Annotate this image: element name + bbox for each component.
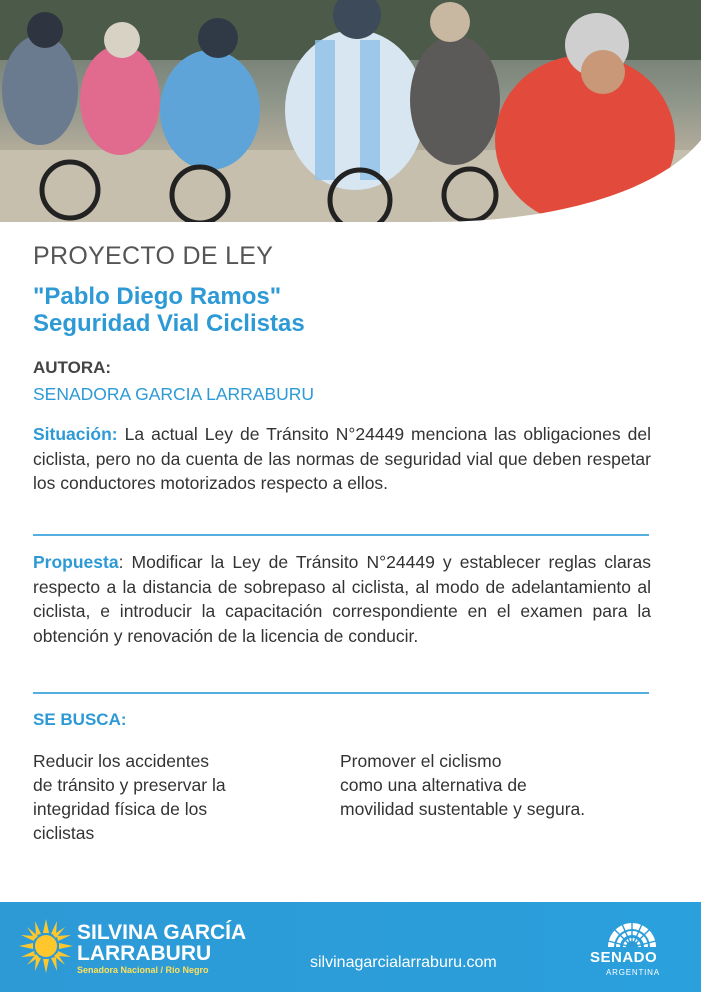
- senado-sublabel: ARGENTINA: [606, 968, 660, 977]
- propuesta-text: : Modificar la Ley de Tránsito N°24449 y establecer reglas claras respecto a la distancia de sobrepaso al ciclista, al modo de adelantamiento al ciclista, e introducir la capacitación correspondiente en el examen para la obtención y renovación de la licencia de conducir.: [33, 552, 651, 646]
- senado-dome-icon: [604, 919, 660, 947]
- divider: [33, 692, 649, 694]
- se-busca-label: SE BUSCA:: [33, 710, 127, 729]
- se-busca-right-line: como una alternativa de: [340, 775, 527, 795]
- cyclists-photo: [0, 0, 701, 222]
- document-kicker: PROYECTO DE LEY: [33, 242, 274, 270]
- website-link[interactable]: silvinagarcialarraburu.com: [310, 954, 497, 971]
- author-name: SENADORA GARCIA LARRABURU: [33, 384, 315, 404]
- brand-subtitle: Senadora Nacional / Río Negro: [77, 965, 209, 975]
- sun-logo-icon: [18, 918, 74, 974]
- divider: [33, 534, 649, 536]
- se-busca-right-line: Promover el ciclismo: [340, 751, 502, 771]
- situacion-paragraph: [33, 422, 651, 496]
- document-title: [33, 283, 305, 337]
- propuesta-paragraph: [33, 550, 651, 648]
- se-busca-left-line: Reducir los accidentes: [33, 751, 210, 771]
- brand-name-line-1: SILVINA GARCÍA: [77, 921, 247, 944]
- se-busca-left-line: integridad física de los: [33, 799, 208, 819]
- title-line-2: Seguridad Vial Ciclistas: [33, 310, 305, 337]
- brand-name-line-2: LARRABURU: [77, 942, 212, 965]
- situacion-label: Situación:: [33, 424, 118, 444]
- se-busca-left-line: ciclistas: [33, 823, 95, 843]
- se-busca-left-line: de tránsito y preservar la: [33, 775, 226, 795]
- propuesta-label: Propuesta: [33, 552, 119, 572]
- se-busca-right: [340, 749, 585, 821]
- author-label: AUTORA:: [33, 358, 112, 377]
- title-line-1: "Pablo Diego Ramos": [33, 283, 282, 310]
- senado-label: SENADO: [590, 949, 658, 966]
- situacion-text: La actual Ley de Tránsito N°24449 menciona las obligaciones del ciclista, pero no da cuenta de las normas de seguridad vial que deben respetar los conductores motorizados respecto a ellos.: [33, 424, 651, 493]
- footer-banner: [0, 902, 701, 992]
- se-busca-left: [33, 749, 226, 845]
- se-busca-right-line: movilidad sustentable y segura.: [340, 799, 586, 819]
